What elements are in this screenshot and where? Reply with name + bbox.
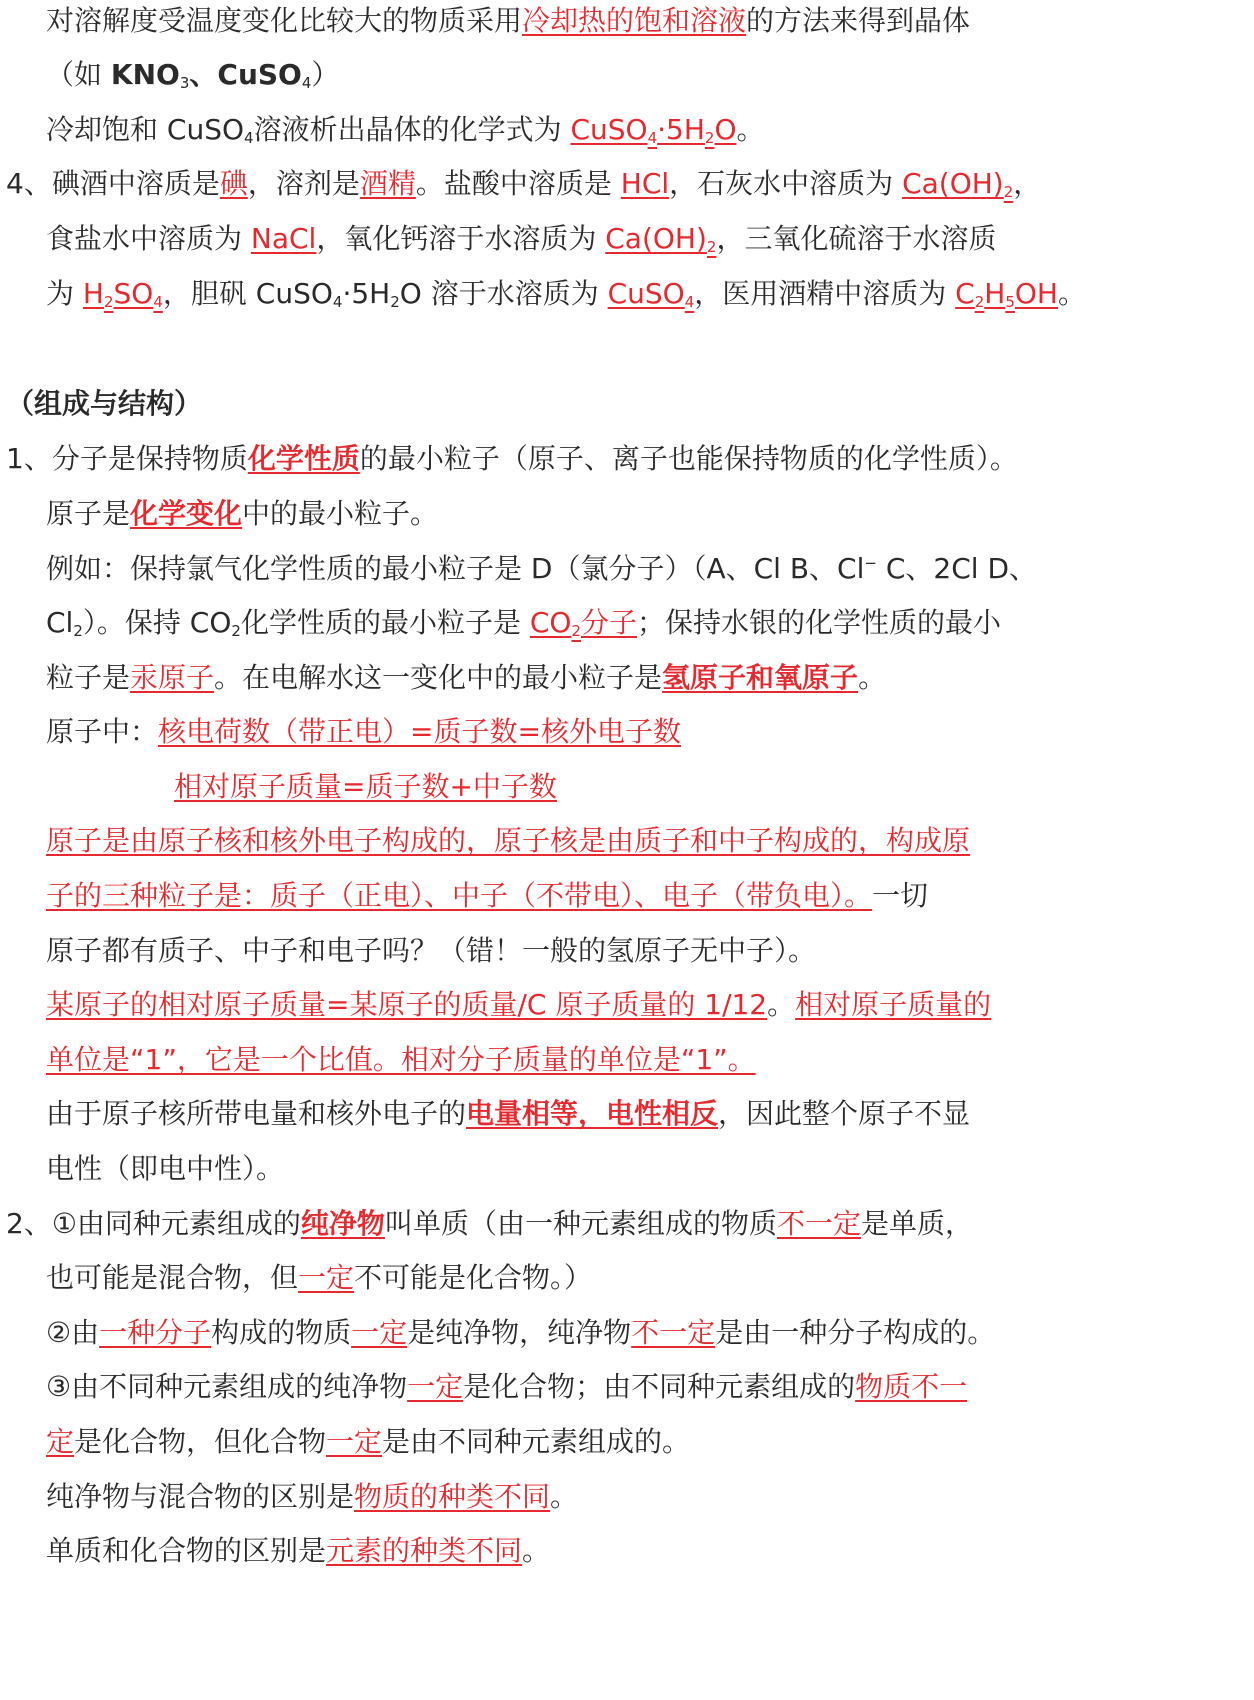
text-segment: 4、碘酒中溶质是 [6,167,220,200]
text-segment: 单质和化合物的区别是 [46,1534,327,1567]
text-segment: 例如：保持氯气化学性质的最小粒子是 D（氯分子）（A、Cl B、Cl [46,552,865,585]
text-segment: 粒子是 [46,661,131,694]
text-segment: ，因此整个原子不显 [718,1097,971,1130]
text-segment: （如 [46,58,111,91]
text-line [46,215,1126,263]
text-segment: 。 [736,113,765,146]
text-segment: 也可能是混合物，但 [46,1261,299,1294]
highlighted-text: CuSO [570,113,648,146]
text-segment: ） [311,58,340,91]
text-line [46,490,1126,538]
highlighted-text: 物质的种类不同 [354,1480,551,1513]
text-line [6,160,1086,208]
text-segment: 是单质， [860,1207,973,1240]
text-line [46,1090,1126,1138]
text-segment: ，氧化钙溶于水溶质为 [316,222,606,255]
text-segment: 原子是 [46,497,131,530]
highlighted-text: 冷却热的饱和溶液 [522,4,747,37]
text-line [46,1418,1126,1466]
text-segment: 溶液析出晶体的化学式为 [253,113,571,146]
text-segment: Cl [46,606,74,639]
highlighted-text: 2 [1003,183,1014,201]
text-line [46,1145,1126,1193]
text-line [174,763,1254,811]
text-segment: 。 [858,661,887,694]
text-segment: 的最小粒子（原子、离子也能保持物质的化学性质）。 [359,442,1018,475]
highlighted-text: 纯净物 [300,1207,385,1240]
highlighted-text: 一定 [407,1370,464,1403]
highlighted-text: H [82,277,104,310]
highlighted-text: 不一定 [631,1316,716,1349]
text-line [46,927,1126,975]
text-segment: 。 [1057,277,1086,310]
highlighted-text: Ca(OH) [605,222,707,255]
text-line [46,0,1126,45]
text-line [6,1200,1086,1248]
text-segment: O 溶于水溶质为 [399,277,608,310]
text-segment: 是由不同种元素组成的。 [382,1425,691,1458]
highlighted-text: 定 [46,1425,75,1458]
text-segment: ， [1013,167,1042,200]
text-line [46,106,1126,154]
highlighted-text: 电量相等，电性相反 [466,1097,719,1130]
highlighted-text: Ca(OH) [902,167,1004,200]
text-segment: ，医用酒精中溶质为 [694,277,956,310]
text-segment: 是化合物，但化合物 [74,1425,327,1458]
subscript-text: 2 [231,622,241,640]
text-segment: 对溶解度受温度变化比较大的物质采用 [46,4,523,37]
text-line [46,599,1126,647]
text-segment: 构成的物质 [211,1316,352,1349]
text-segment: ，三氧化硫溶于水溶质 [716,222,997,255]
text-segment: ③由不同种元素组成的纯净物 [46,1370,408,1403]
subscript-text: 3 [179,74,190,92]
highlighted-text: CuSO [607,277,685,310]
highlighted-text: 4 [684,293,695,311]
text-segment: ）。保持 CO [82,606,232,639]
highlighted-text: OH [1014,277,1058,310]
text-segment: 。盐酸中溶质是 [415,167,621,200]
highlighted-text: 相对原子质量=质子数+中子数 [174,770,557,803]
text-segment: 是由一种分子构成的。 [715,1316,996,1349]
highlighted-text: 物质不一 [855,1370,968,1403]
text-segment: 化学性质的最小粒子是 [240,606,530,639]
highlighted-text: 一定 [351,1316,408,1349]
highlighted-text: 核电荷数（带正电）=质子数=核外电子数 [158,715,681,748]
highlighted-text: 4 [153,293,163,311]
text-line [46,1254,1126,1302]
text-line [46,1036,1126,1084]
highlighted-text: NaCl [250,222,317,255]
highlighted-text: 4 [647,129,658,147]
text-segment: ·5H [342,277,391,310]
highlighted-text: 酒精 [359,167,416,200]
text-segment: ②由 [46,1316,100,1349]
text-line [46,270,1126,318]
highlighted-text: 一定 [326,1425,383,1458]
highlighted-text: 2 [704,129,715,147]
highlighted-text: 化学变化 [130,497,243,530]
text-line [46,872,1126,920]
text-segment: 2、①由同种元素组成的 [6,1207,301,1240]
text-segment: 、 [189,58,218,91]
highlighted-text: 氢原子和氧原子 [662,661,859,694]
highlighted-text: 一定 [298,1261,355,1294]
highlighted-text: CO [529,606,572,639]
subscript-text: 4 [332,293,343,311]
text-segment: ，石灰水中溶质为 [669,167,903,200]
text-segment: 纯净物与混合物的区别是 [46,1480,355,1513]
text-segment: 由于原子核所带电量和核外电子的 [46,1097,467,1130]
text-segment: 是化合物；由不同种元素组成的 [463,1370,856,1403]
text-segment: 冷却饱和 CuSO [46,113,245,146]
highlighted-text: C [955,277,975,310]
text-segment: 原子中： [46,715,159,748]
subscript-text: 4 [301,74,312,92]
highlighted-text: 2 [974,293,985,311]
text-line [46,1309,1126,1357]
text-segment: 叫单质（由一种元素组成的物质 [384,1207,777,1240]
text-line [46,1473,1126,1521]
text-segment: 。 [550,1480,579,1513]
text-segment: 为 [46,277,83,310]
subscript-text: 4 [244,129,254,147]
highlighted-text: ·5H [657,113,705,146]
text-segment: 。在电解水这一变化中的最小粒子是 [214,661,663,694]
highlighted-text: 元素的种类不同 [326,1534,523,1567]
highlighted-text: 一种分子 [99,1316,212,1349]
section-heading [6,380,1086,428]
text-segment: 原子都有质子、中子和电子吗？（错！一般的氢原子无中子）。 [46,934,817,967]
highlighted-text: O [714,113,737,146]
text-segment: ，胆矾 CuSO [162,277,333,310]
text-line [46,1527,1126,1575]
text-segment: ；保持水银的化学性质的最小 [637,606,1002,639]
text-segment: 1、分子是保持物质 [6,442,248,475]
subscript-text: 2 [73,622,83,640]
highlighted-text: 2 [103,293,114,311]
text-segment: 电性（即电中性）。 [46,1152,285,1185]
text-segment: 。 [522,1534,551,1567]
text-segment: 不可能是化合物。） [354,1261,593,1294]
text-line [6,435,1086,483]
text-line [46,708,1126,756]
highlighted-text: 分子 [580,606,637,639]
highlighted-text: 化学性质 [247,442,360,475]
text-segment: 中的最小粒子。 [242,497,439,530]
text-segment: 是纯净物，纯净物 [407,1316,632,1349]
highlighted-text: 相对原子质量的 [795,988,992,1021]
highlighted-text: 2 [571,622,581,640]
text-line [46,654,1126,702]
highlighted-text: H [984,277,1006,310]
text-segment: 。 [767,988,796,1021]
text-segment: （组成与结构） [6,387,203,420]
highlighted-text: 碘 [219,167,248,200]
text-line [46,545,1126,593]
text-segment: CuSO [217,58,302,91]
highlighted-text: HCl [620,167,670,200]
highlighted-text: 不一定 [776,1207,861,1240]
text-segment: ，溶剂是 [247,167,360,200]
highlighted-text: 5 [1005,293,1015,311]
text-line [46,981,1126,1029]
text-line [46,51,1126,99]
highlighted-text: 子的三种粒子是：质子（正电）、中子（不带电）、电子（带负电）。 [46,879,873,912]
text-line [46,817,1126,865]
text-segment: C、2Cl D、 [876,552,1038,585]
highlighted-text: 原子是由原子核和核外电子构成的，原子核是由质子和中子构成的，构成原 [46,824,971,857]
text-line [46,1363,1126,1411]
highlighted-text: 某原子的相对原子质量=某原子的质量/C 原子质量的 1/12 [46,988,768,1021]
highlighted-text: 单位是“1”，它是一个比值。相对分子质量的单位是“1”。 [46,1043,756,1076]
highlighted-text: 汞原子 [130,661,215,694]
text-segment: 一切 [872,879,929,912]
superscript-text: − [864,554,877,572]
highlighted-text: SO [113,277,154,310]
text-segment: 的方法来得到晶体 [746,4,971,37]
text-segment: KNO [110,58,180,91]
subscript-text: 2 [390,293,400,311]
text-segment: 食盐水中溶质为 [46,222,251,255]
highlighted-text: 2 [706,238,717,256]
